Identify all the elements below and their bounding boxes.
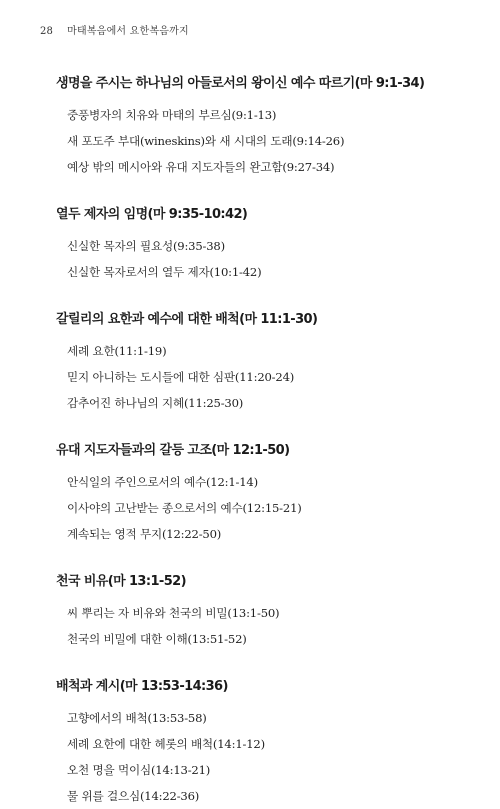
running-head: [40, 22, 189, 37]
toc-section: [56, 669, 476, 809]
section-heading: 천국 비유(마 13:1-52): [56, 574, 186, 589]
toc-entry: 이사야의 고난받는 종으로서의 예수(12:15-21): [67, 501, 302, 515]
toc-entry: 물 위를 걸으심(14:22-36): [67, 789, 200, 803]
toc-section: [56, 302, 476, 416]
toc-entry: 중풍병자의 치유와 마태의 부르심(9:1-13): [67, 108, 277, 122]
section-heading: 갈릴리의 요한과 예수에 대한 배척(마 11:1-30): [56, 312, 318, 327]
toc-section: [56, 197, 476, 285]
toc-entry: 신실한 목자의 필요성(9:35-38): [67, 239, 225, 253]
section-heading: 유대 지도자들과의 갈등 고조(마 12:1-50): [56, 443, 290, 458]
table-of-contents: [56, 66, 476, 809]
toc-section: [56, 433, 476, 547]
toc-entry: 계속되는 영적 무지(12:22-50): [67, 527, 222, 541]
toc-entry: 씨 뿌리는 자 비유와 천국의 비밀(13:1-50): [67, 606, 280, 620]
toc-entry: 안식일의 주인으로서의 예수(12:1-14): [67, 475, 258, 489]
toc-section: [56, 564, 476, 652]
section-heading: 열두 제자의 임명(마 9:35-10:42): [56, 207, 248, 222]
toc-entry: 예상 밖의 메시아와 유대 지도자들의 완고함(9:27-34): [67, 160, 335, 174]
toc-entry: 믿지 아니하는 도시들에 대한 심판(11:20-24): [67, 370, 295, 384]
toc-entry: 오천 명을 먹이심(14:13-21): [67, 763, 211, 777]
toc-entry: 고향에서의 배척(13:53-58): [67, 711, 207, 725]
toc-section: [56, 66, 476, 180]
toc-entry: 신실한 목자로서의 열두 제자(10:1-42): [67, 265, 262, 279]
section-heading: 배척과 계시(마 13:53-14:36): [56, 679, 228, 694]
toc-entry: 새 포도주 부대(wineskins)와 새 시대의 도래(9:14-26): [67, 134, 345, 148]
toc-entry: 세례 요한(11:1-19): [67, 344, 167, 358]
section-heading: 생명을 주시는 하나님의 아들로서의 왕이신 예수 따르기(마 9:1-34): [56, 76, 425, 91]
page-number: 28: [40, 26, 54, 37]
book-title: 마태복음에서 요한복음까지: [67, 26, 189, 37]
toc-entry: 천국의 비밀에 대한 이해(13:51-52): [67, 632, 247, 646]
toc-entry: 감추어진 하나님의 지혜(11:25-30): [67, 396, 244, 410]
toc-entry: 세례 요한에 대한 헤롯의 배척(14:1-12): [67, 737, 265, 751]
